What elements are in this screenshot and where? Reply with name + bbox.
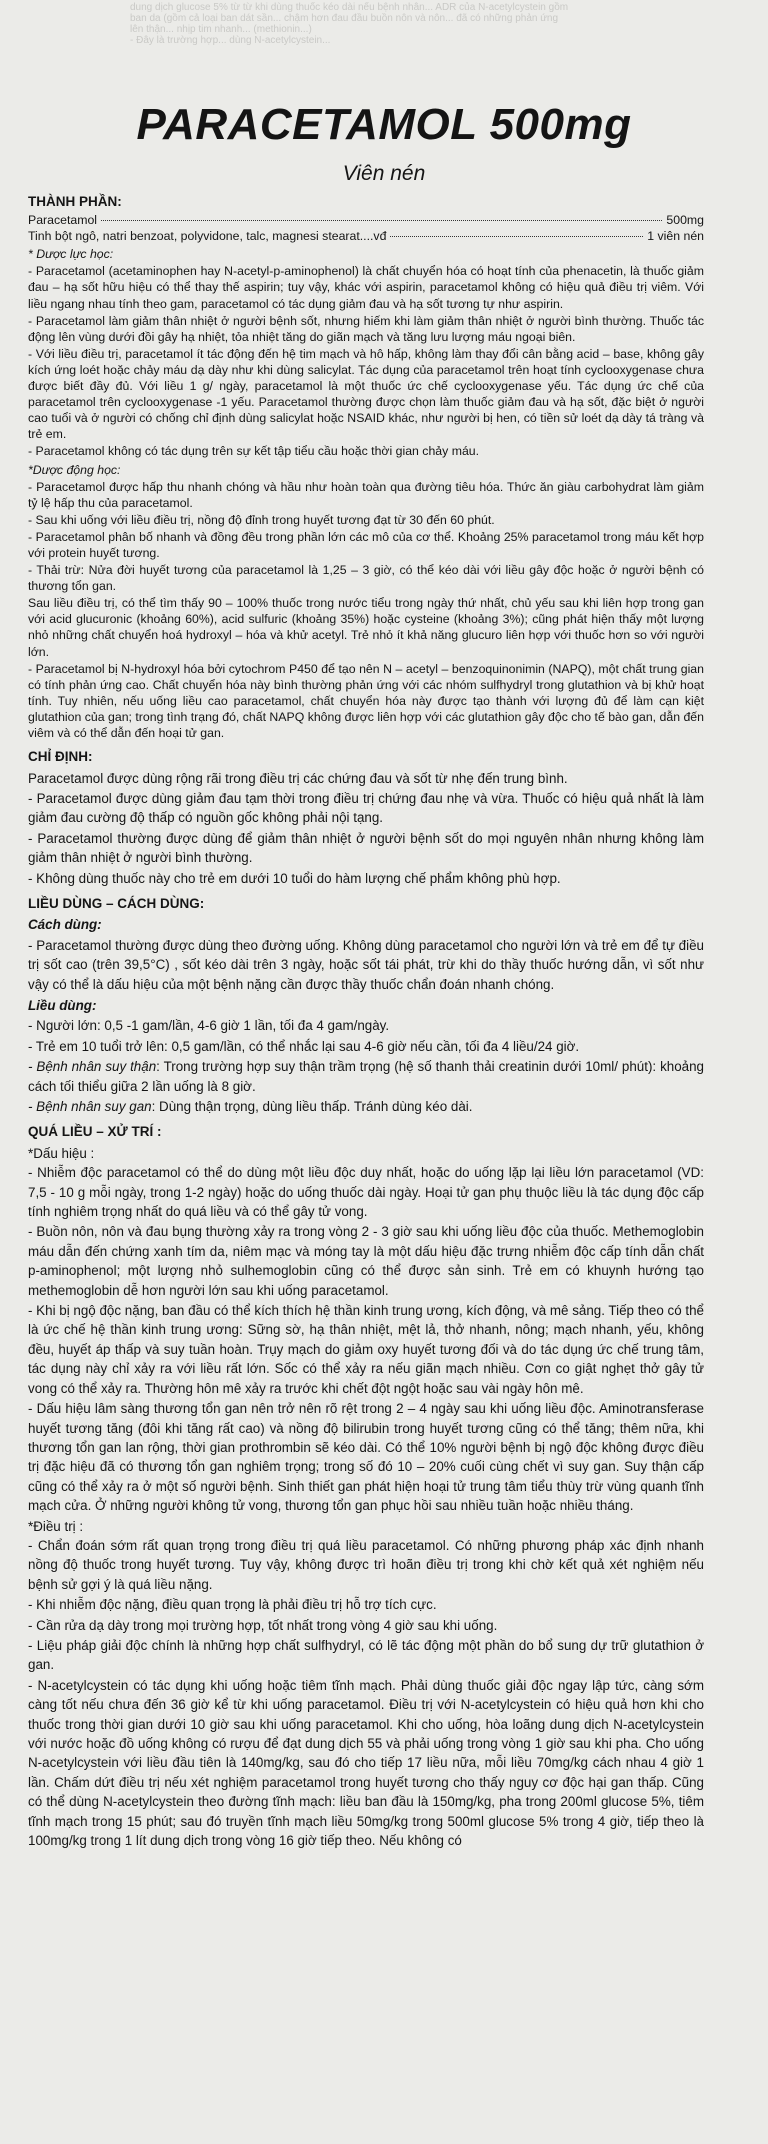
show-through-text [130,2,738,46]
treatment-para: - Khi nhiễm độc nặng, điều quan trọng là phải điều trị hỗ trợ tích cực. [28,1597,437,1613]
overdose-heading: QUÁ LIỀU – XỬ TRÍ : [28,1124,162,1140]
indications-para: - Paracetamol được dùng giảm đau tạm thời trong điều trị chứng đau nhẹ và vừa. Thuốc có hiệu quả nhất là làm giảm đau cường độ thấp có nguồn gốc không phải nội tạng. [28,790,704,826]
signs-para: - Khi bị ngộ độc nặng, ban đầu có thể kích thích hệ thần kinh trung ương, kích động, và mê sảng. Tiếp theo có thể là ức chế hệ thần kinh trung ương: Sững sờ, hạ thân nhiệt, mệt lả, thở nhanh, nông; mạch nhanh, yếu, không đều, huyết áp thấp và suy tuần hoàn. Trụy mạch do giảm oxy huyết tương đối và do tác dụng ức chế trung tâm, tác dụng này chỉ xảy ra với liều rất lớn. Sốc có thể xảy ra nếu giãn mạch nhiều. Cơn co giật nghẹt thở gây tử vong có thể xảy ra. Thường hôn mê xảy ra trước khi chết đột ngột hoặc sau vài ngày hôn mê. [28,1303,704,1396]
pharmacokinetics-para: Sau liều điều trị, có thể tìm thấy 90 – 100% thuốc trong nước tiểu trong ngày thứ nhất, chủ yếu sau khi liên hợp trong gan với acid glucuronic (khoảng 60%), acid sulfuric (khoảng 35%) hoặc cysteine (khoảng 3%); cũng phát hiện thấy một lượng nhỏ những chất chuyển hoá hydroxyl – hóa và khử acetyl. Trẻ nhỏ ít khả năng glucuro liên hợp với thuốc hơn so với người lớn. [28,596,704,659]
active-amount: 500mg [666,213,704,228]
signs-para: - Buồn nôn, nôn và đau bụng thường xảy ra trong vòng 2 - 3 giờ sau khi uống liều độc của thuốc. Methemoglobin máu dẫn đến chứng xanh tím da, niêm mạc và móng tay là một dấu hiệu đặc trưng nhiễm độc cấp tính dẫn chất p-aminophenol; một lượng nhỏ sulhemoglobin cũng có thể được sản sinh. Trẻ em có khuynh hướng tạo methemoglobin dễ hơn người lớn sau khi uống paracetamol. [28,1224,704,1298]
pharmacokinetics-para: - Paracetamol được hấp thu nhanh chóng và hầu như hoàn toàn qua đường tiêu hóa. Thức ăn giàu carbohydrat làm giảm tỷ lệ hấp thu của paracetamol. [28,479,704,510]
dosage-heading: LIỀU DÙNG – CÁCH DÙNG: [28,895,205,911]
treatment-para: - Liệu pháp giải độc chính là những hợp chất sulfhydryl, có lẽ tác động một phần do bổ sung dự trữ glutathion ở gan. [28,1637,704,1673]
treatment-para: - Chẩn đoán sớm rất quan trọng trong điều trị quá liều paracetamol. Có những phương pháp xác định nhanh nồng độ thuốc trong huyết tương. Tuy vậy, không được trì hoãn điều trị trong khi chờ kết quả xét nghiệm nếu bệnh sử gợi ý là quá liều nặng. [28,1537,704,1592]
renal-dosing [28,1057,704,1096]
excipients-qs: ....vđ [359,229,387,244]
treatment-para: - Cần rửa dạ dày trong mọi trường hợp, tốt nhất trong vòng 4 giờ sau khi uống. [28,1617,498,1633]
pharmacodynamics-label: * Dược lực học: [28,247,114,262]
dosage-form: Viên nén [342,162,426,185]
composition-row-excipients [28,228,704,244]
excipients-amount: 1 viên nén [647,229,704,244]
product-title: PARACETAMOL 500mg [136,100,632,149]
signs-para: - Nhiễm độc paracetamol có thể do dùng một liều độc duy nhất, hoặc do uống lặp lại liều lớn paracetamol (VD: 7,5 - 10 g mỗi ngày, trong 1-2 ngày) hoặc do uống thuốc dài ngày. Hoại tử gan phụ thuộc liều là tác dụng độc cấp tính nghiêm trọng nhất do quá liều và có thể gây tử vong. [28,1165,704,1220]
indications-heading: CHỈ ĐỊNH: [28,749,93,765]
pharmacokinetics-para: - Thải trừ: Nửa đời huyết tương của paracetamol là 1,25 – 3 giờ, có thể kéo dài với liều gây độc hoặc ở người bệnh có thương tổn gan. [28,563,704,594]
signs-para: - Dấu hiệu lâm sàng thương tổn gan nên trở nên rõ rệt trong 2 – 4 ngày sau khi uống liều độc. Aminotransferase huyết tương tăng (đôi khi tăng rất cao) và nồng độ bilirubin trong huyết tương cũng có thể tăng; thêm nữa, khi thương tổn gan lan rộng, thời gian prothrombin sẽ kéo dài. Có thể 10% người bệnh bị ngộ độc không được điều trị đặc hiệu đã có thương tổn gan nghiêm trọng; trong số đó 10 – 20% cuối cùng chết vì suy gan. Suy thận cấp cũng có thể xảy ra ở một số người bệnh. Sinh thiết gan phát hiện hoại tử trung tâm tiểu thùy trừ vùng quanh tĩnh mạch cửa. Ở những người không tử vong, thương tổn gan phục hồi sau nhiều tuần hoặc nhiều tháng. [28,1401,704,1514]
indications-para: Paracetamol được dùng rộng rãi trong điều trị các chứng đau và sốt từ nhẹ đến trung bình. [28,770,568,786]
hepatic-label: - Bệnh nhân suy gan [28,1099,152,1114]
dot-leader [101,220,662,221]
pharmacodynamics-para: - Paracetamol (acetaminophen hay N-acetyl-p-aminophenol) là chất chuyển hóa có hoạt tính của phenacetin, là thuốc giảm đau – hạ sốt hữu hiệu có thể thay thế aspirin; tuy vậy, khác với aspirin, paracetamol không có hiệu quả điều trị viêm. Với liều ngang nhau tính theo gam, paracetamol có tác dụng giảm đau và hạ sốt tương tự như aspirin. [28,264,704,311]
bleed-line: ban da (gồm cả loại ban dát sần... chậm hơn đau đầu buồn nôn và nôn... đã có những phản ứng [130,13,559,24]
composition-heading: THÀNH PHẦN: [28,194,122,209]
signs-label: *Dấu hiệu : [28,1145,95,1161]
dose-label: Liều dùng: [28,997,97,1013]
dose-item: - Trẻ em 10 tuổi trở lên: 0,5 gam/lần, có thể nhắc lại sau 4-6 giờ nếu cần, tối đa 4 liều/24 giờ. [28,1038,580,1054]
how-to-use-label: Cách dùng: [28,917,102,933]
hepatic-text: : Dùng thận trọng, dùng liều thấp. Tránh dùng kéo dài. [151,1099,473,1114]
composition-row-active [28,212,704,228]
indications-para: - Paracetamol thường được dùng để giảm thân nhiệt ở người bệnh sốt do mọi nguyên nhân nhưng không làm giảm thân nhiệt ở người bình thường. [28,830,704,866]
bleed-line: - Đây là trường hợp... dùng N-acetylcystein... [130,35,331,46]
pharmacokinetics-para: - Paracetamol bị N-hydroxyl hóa bởi cytochrom P450 để tạo nên N – acetyl – benzoquinonimin (NAPQ), một chất trung gian có tính phản ứng cao. Chất chuyển hóa này bình thường phản ứng với các nhóm sulfhydryl trong glutathion và bị khử hoạt tính. Tuy nhiên, nếu uống liều cao paracetamol, chất chuyển hóa này được tạo thành với lượng đủ để làm cạn kiệt glutathion của gan; trong tình trạng đó, chất NAPQ không được liên hợp với các glutathion gây độc cho tế bào gan, dẫn đến viêm và có thể dẫn đến hoại tử gan. [28,661,704,740]
treatment-label: *Điều trị : [28,1518,84,1534]
hepatic-dosing [28,1097,704,1116]
pharmacodynamics-para: - Paracetamol không có tác dụng trên sự kết tập tiểu cầu hoặc thời gian chảy máu. [28,444,480,459]
leaflet-body [28,188,704,1851]
pharmacokinetics-label: *Dược động học: [28,462,121,477]
pharmacokinetics-para: - Sau khi uống với liều điều trị, nồng độ đỉnh trong huyết tương đạt từ 30 đến 60 phút. [28,512,495,527]
bleed-line: dung dịch glucose 5% từ từ khi dùng thuốc kéo dài nếu bệnh nhân... ADR của N-acetylcystein gồm [130,2,569,13]
dose-item: - Người lớn: 0,5 -1 gam/lần, 4-6 giờ 1 lần, tối đa 4 gam/ngày. [28,1018,390,1034]
pharmacodynamics-para: - Với liều điều trị, paracetamol ít tác động đến hệ tim mạch và hô hấp, không làm thay đổi cân bằng acid – base, không gây kích ứng loét hoặc chảy máu dạ dày như khi dùng salicylat. Tác dụng của paracetamol trên hoạt tính cyclooxygenase chưa được biết đầy đủ. Với liều 1 g/ ngày, paracetamol là một thuốc ức chế cyclooxygenase yếu. Tác dụng ức chế của paracetamol trên cyclooxygenase -1 yếu. Paracetamol thường được chọn làm thuốc giảm đau và hạ sốt, đặc biệt ở người cao tuổi và ở người có chống chỉ định dùng salicylat hoặc NSAID khác, như người bị hen, có tiền sử loét dạ dày tá tràng và trẻ em. [28,346,704,442]
renal-label: - Bệnh nhân suy thận [28,1059,157,1075]
excipients: Tinh bột ngô, natri benzoat, polyvidone, talc, magnesi stearat [28,229,360,244]
indications-para: - Không dùng thuốc này cho trẻ em dưới 10 tuổi do hàm lượng chế phẩm không phù hợp. [28,870,561,886]
how-to-use-text: - Paracetamol thường được dùng theo đường uống. Không dùng paracetamol cho người lớn và trẻ em để tự điều trị sốt cao (trên 39,5°C) , sốt kéo dài trên 3 ngày, hoặc sốt tái phát, trừ khi do thầy thuốc hướng dẫn, vì sốt như vậy có thể là dấu hiệu của một bệnh nặng cần được thầy thuốc chẩn đoán nhanh chóng. [28,937,704,992]
active-ingredient: Paracetamol [28,213,98,228]
treatment-para: - N-acetylcystein có tác dụng khi uống hoặc tiêm tĩnh mạch. Phải dùng thuốc giải độc ngay lập tức, càng sớm càng tốt nếu chưa đến 36 giờ kể từ khi uống paracetamol. Điều trị với N-acetylcystein có hiệu quả hơn khi cho thuốc trong thời gian dưới 10 giờ sau khi uống paracetamol. Khi cho uống, hòa loãng dung dịch N-acetylcystein với nước hoặc đồ uống không có rượu để đạt dung dịch 55 và phải uống trong vòng 1 giờ sau khi pha. Cho uống N-acetylcystein với liều đầu tiên là 140mg/kg, sau đó cho tiếp 17 liều nữa, mỗi liều 70mg/kg cách nhau 4 giờ 1 lần. Chấm dứt điều trị nếu xét nghiệm paracetamol trong huyết tương cho thấy nguy cơ độc hại gan thấp. Cũng có thể dùng N-acetylcystein theo đường tĩnh mạch: liều ban đầu là 150mg/kg, pha trong 200ml glucose 5%, tiêm tĩnh mạch trong 15 phút; sau đó truyền tĩnh mạch liều 50mg/kg trong 500ml glucose 5% trong 4 giờ, tiếp theo là 100mg/kg trong 1 lít dung dịch trong vòng 16 giờ tiếp theo. Nếu không có [28,1677,704,1849]
dot-leader [390,236,643,237]
bleed-line: lên thận... nhịp tim nhanh... (methionin...) [130,24,312,35]
renal-text: : Trong trường hợp suy thận trầm trọng (hệ số thanh thải creatinin dưới 10ml/ phút): khoảng cách tối thiểu giữa 2 lần uống là 8 giờ. [28,1059,704,1094]
pharmacokinetics-para: - Paracetamol phân bố nhanh và đồng đều trong phần lớn các mô của cơ thể. Khoảng 25% paracetamol trong máu kết hợp với protein huyết tương. [28,529,704,560]
pharmacodynamics-para: - Paracetamol làm giảm thân nhiệt ở người bệnh sốt, nhưng hiếm khi làm giảm thân nhiệt ở người bình thường. Thuốc tác động lên vùng dưới đồi gây hạ nhiệt, tỏa nhiệt tăng do giãn mạch và tăng lưu lượng máu ngoại biên. [28,313,704,344]
